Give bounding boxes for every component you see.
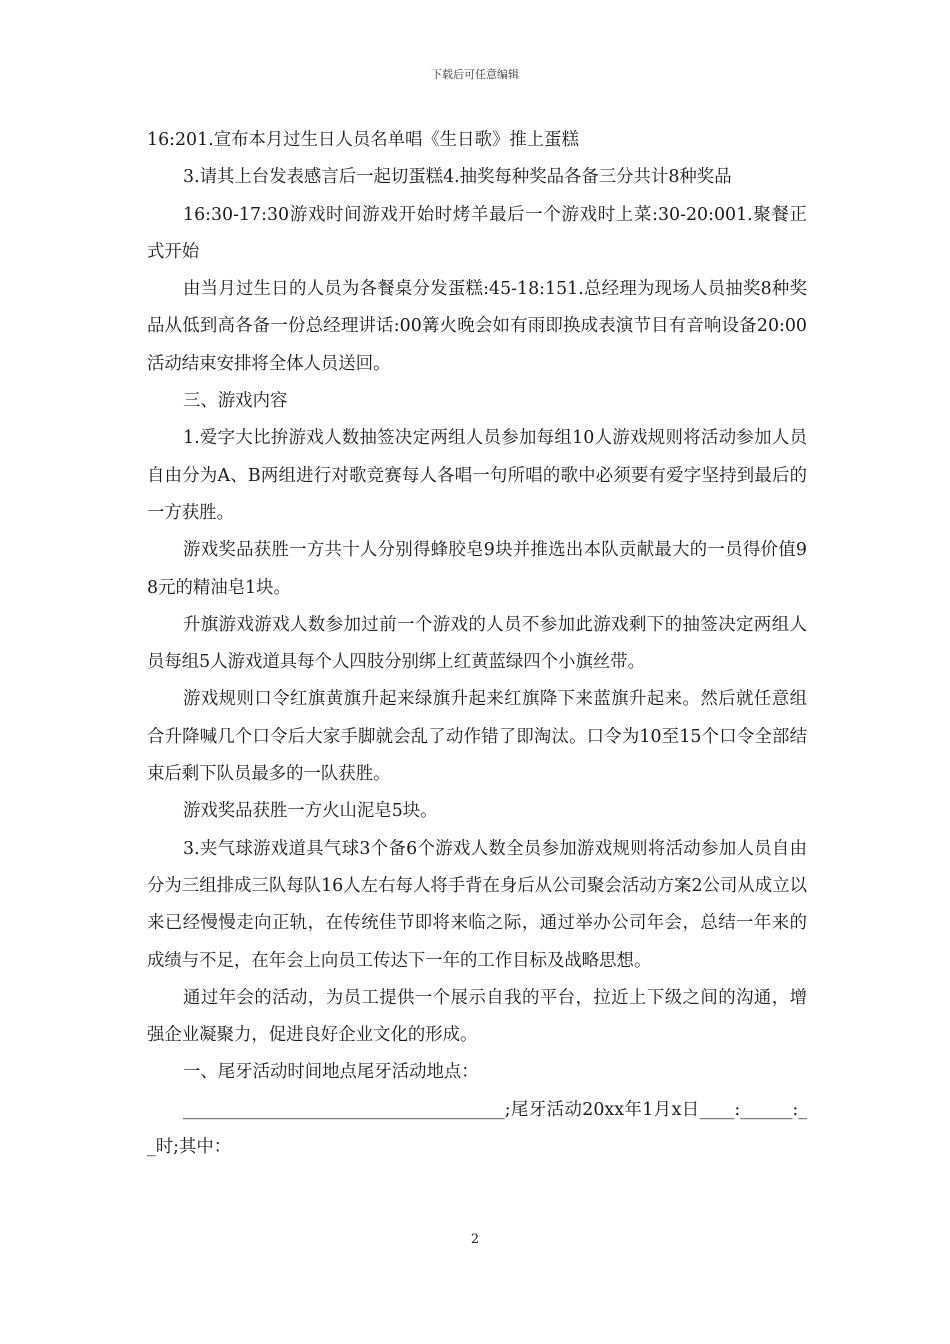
document-body: [147, 122, 807, 1166]
page-number: 2: [470, 1232, 480, 1247]
paragraph: 游戏规则口令红旗黄旗升起来绿旗升起来红旗降下来蓝旗升起来。然后就任意组合升降喊几个口令后大家手脚就会乱了动作错了即淘汰。口令为10至15个口令全部结束后剩下队员最多的一队获胜。: [147, 689, 807, 785]
paragraph: 游戏奖品获胜一方共十人分别得蜂胶皂9块并推选出本队贡献最大的一员得价值98元的精油皂1块。: [147, 540, 807, 598]
page-header: 下载后可任意编辑: [431, 68, 519, 81]
section-heading: 三、游戏内容: [183, 391, 288, 412]
paragraph: 由当月过生日的人员为各餐桌分发蛋糕:45-18:151.总经理为现场人员抽奖8种奖品从低到高各备一份总经理讲话:00篝火晚会如有雨即换成表演节目有音响设备20:00活动结束安排将全体人员送回。: [147, 279, 807, 374]
paragraph: 16:201.宣布本月过生日人员名单唱《生日歌》推上蛋糕: [147, 130, 579, 150]
paragraph: 通过年会的活动，为员工提供一个展示自我的平台，拉近上下级之间的沟通，增强企业凝聚力，促进良好企业文化的形成。: [147, 987, 807, 1046]
paragraph: 3.夹气球游戏道具气球3个备6个游戏人数全员参加游戏规则将活动参加人员自由分为三组排成三队每队16人左右每人将手背在身后从公司聚会活动方案2公司从成立以来已经慢慢走向正轨，在传统佳节即将来临之际，通过举办公司年会，总结一年来的成绩与不足，在年会上向员工传达下一年的工作目标及战略思想。: [147, 838, 807, 971]
paragraph: 升旗游戏游戏人数参加过前一个游戏的人员不参加此游戏剩下的抽签决定两组人员每组5人游戏道具每个人四肢分别绑上红黄蓝绿四个小旗丝带。: [147, 614, 807, 673]
paragraph: 16:30-17:30游戏时间游戏开始时烤羊最后一个游戏时上菜:30-20:001.聚餐正式开始: [147, 204, 807, 262]
section-heading: 一、尾牙活动时间地点尾牙活动地点：: [183, 1062, 479, 1083]
paragraph: 3.请其上台发表感言后一起切蛋糕4.抽奖每种奖品各备三分共计8种奖品: [183, 167, 732, 188]
paragraph: 1.爱字大比拚游戏人数抽签决定两组人员参加每组10人游戏规则将活动参加人员自由分为A、B两组进行对歌竞赛每人各唱一句所唱的歌中必须要有爱字坚持到最后的一方获胜。: [147, 428, 807, 523]
paragraph: 游戏奖品获胜一方火山泥皂5块。: [183, 801, 438, 822]
paragraph: _____________________________________;尾牙活动20xx年1月x日____:______:__时;其中：: [147, 1099, 807, 1158]
